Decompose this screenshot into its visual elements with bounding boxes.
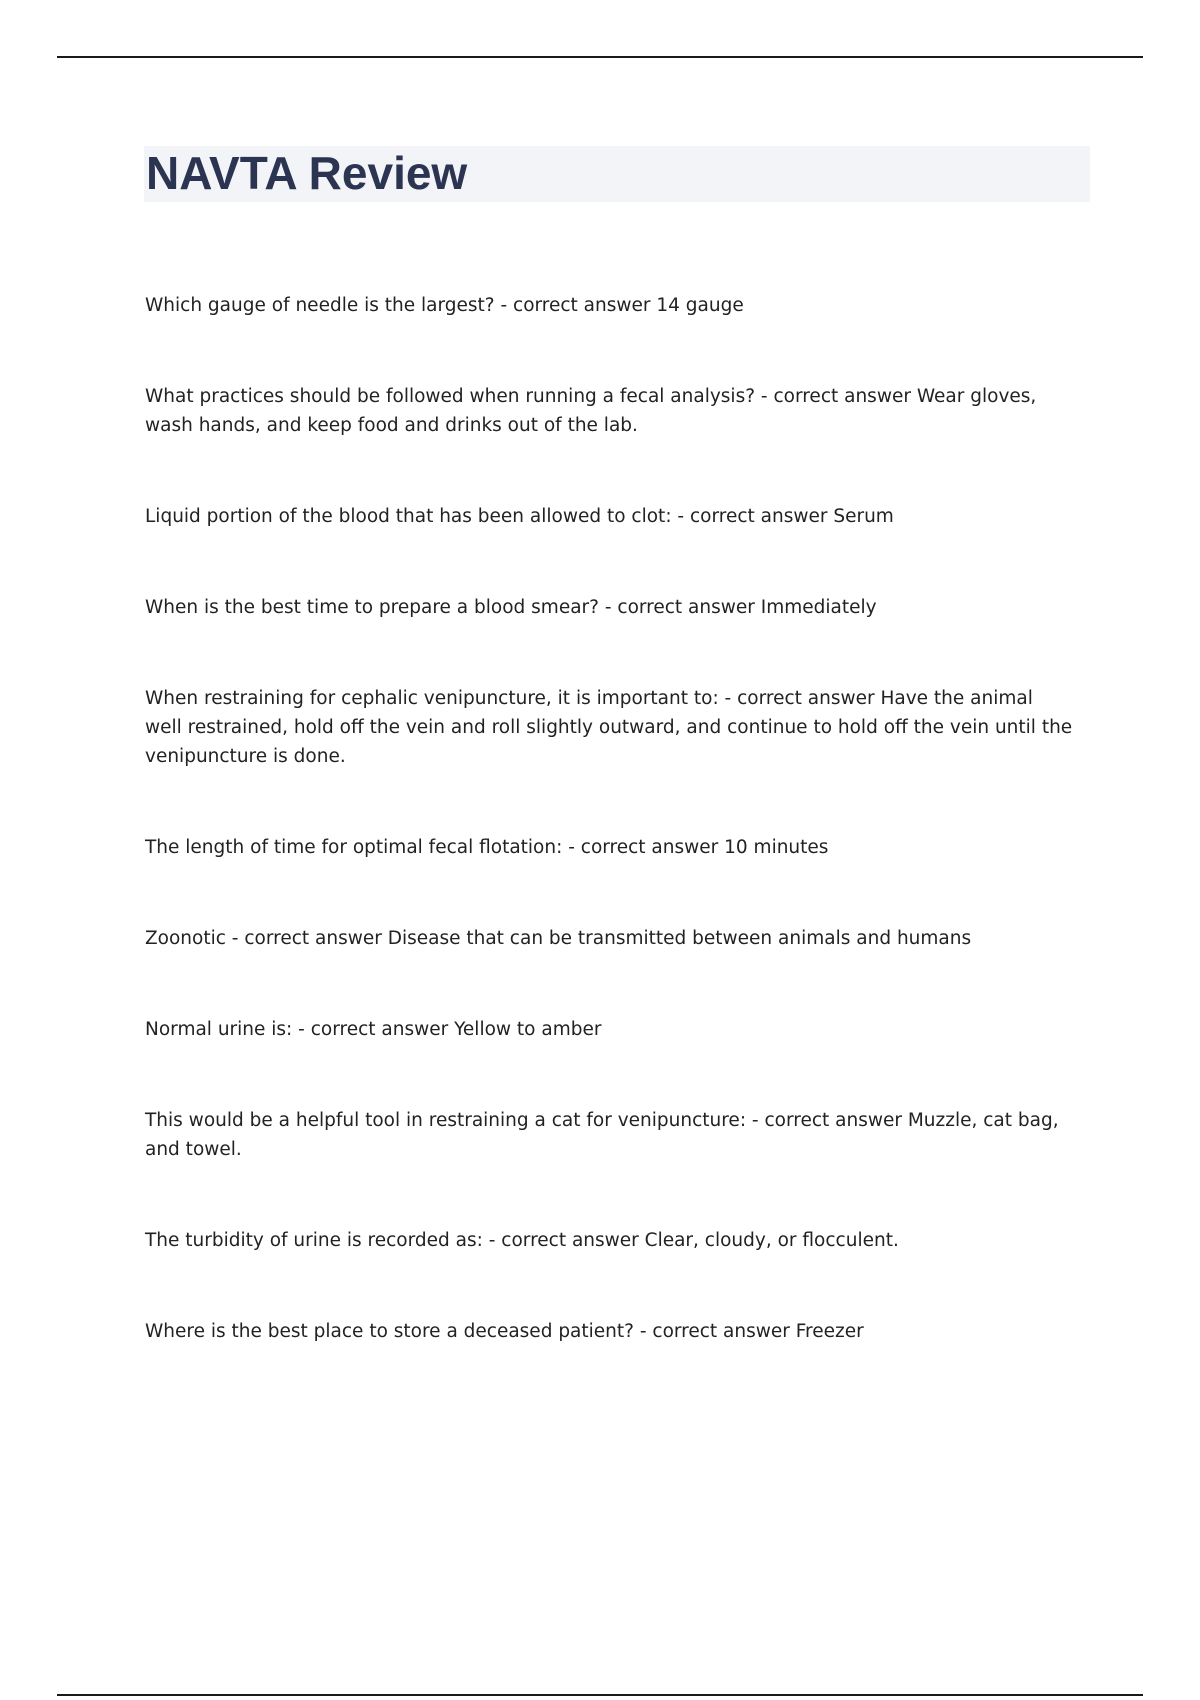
qa-item-7: Zoonotic - correct answer Disease that can be transmitted between animals and humans [145, 928, 972, 949]
qa-item-8: Normal urine is: - correct answer Yellow to amber [145, 1019, 602, 1040]
top-rule [57, 56, 1143, 58]
qa-item-2: What practices should be followed when running a fecal analysis? - correct answer Wear gloves, wash hands, and keep food and drinks out of the lab. [145, 386, 1037, 436]
qa-item-9: This would be a helpful tool in restraining a cat for venipuncture: - correct answer Muzzle, cat bag, and towel. [145, 1110, 1059, 1160]
qa-item-1: Which gauge of needle is the largest? - correct answer 14 gauge [145, 295, 744, 316]
qa-item-10: The turbidity of urine is recorded as: - correct answer Clear, cloudy, or flocculent. [145, 1230, 899, 1251]
qa-item-5: When restraining for cephalic venipuncture, it is important to: - correct answer Have the animal well restrained, hold off the vein and roll slightly outward, and continue to hold off the vein until the venipuncture is done. [145, 688, 1073, 767]
bottom-rule [57, 1694, 1143, 1696]
qa-item-6: The length of time for optimal fecal flotation: - correct answer 10 minutes [145, 837, 829, 858]
document-title: NAVTA Review [146, 147, 468, 199]
qa-list [145, 291, 1075, 1346]
qa-item-3: Liquid portion of the blood that has been allowed to clot: - correct answer Serum [145, 506, 894, 527]
qa-item-11: Where is the best place to store a deceased patient? - correct answer Freezer [145, 1321, 864, 1342]
qa-item-4: When is the best time to prepare a blood smear? - correct answer Immediately [145, 597, 877, 618]
